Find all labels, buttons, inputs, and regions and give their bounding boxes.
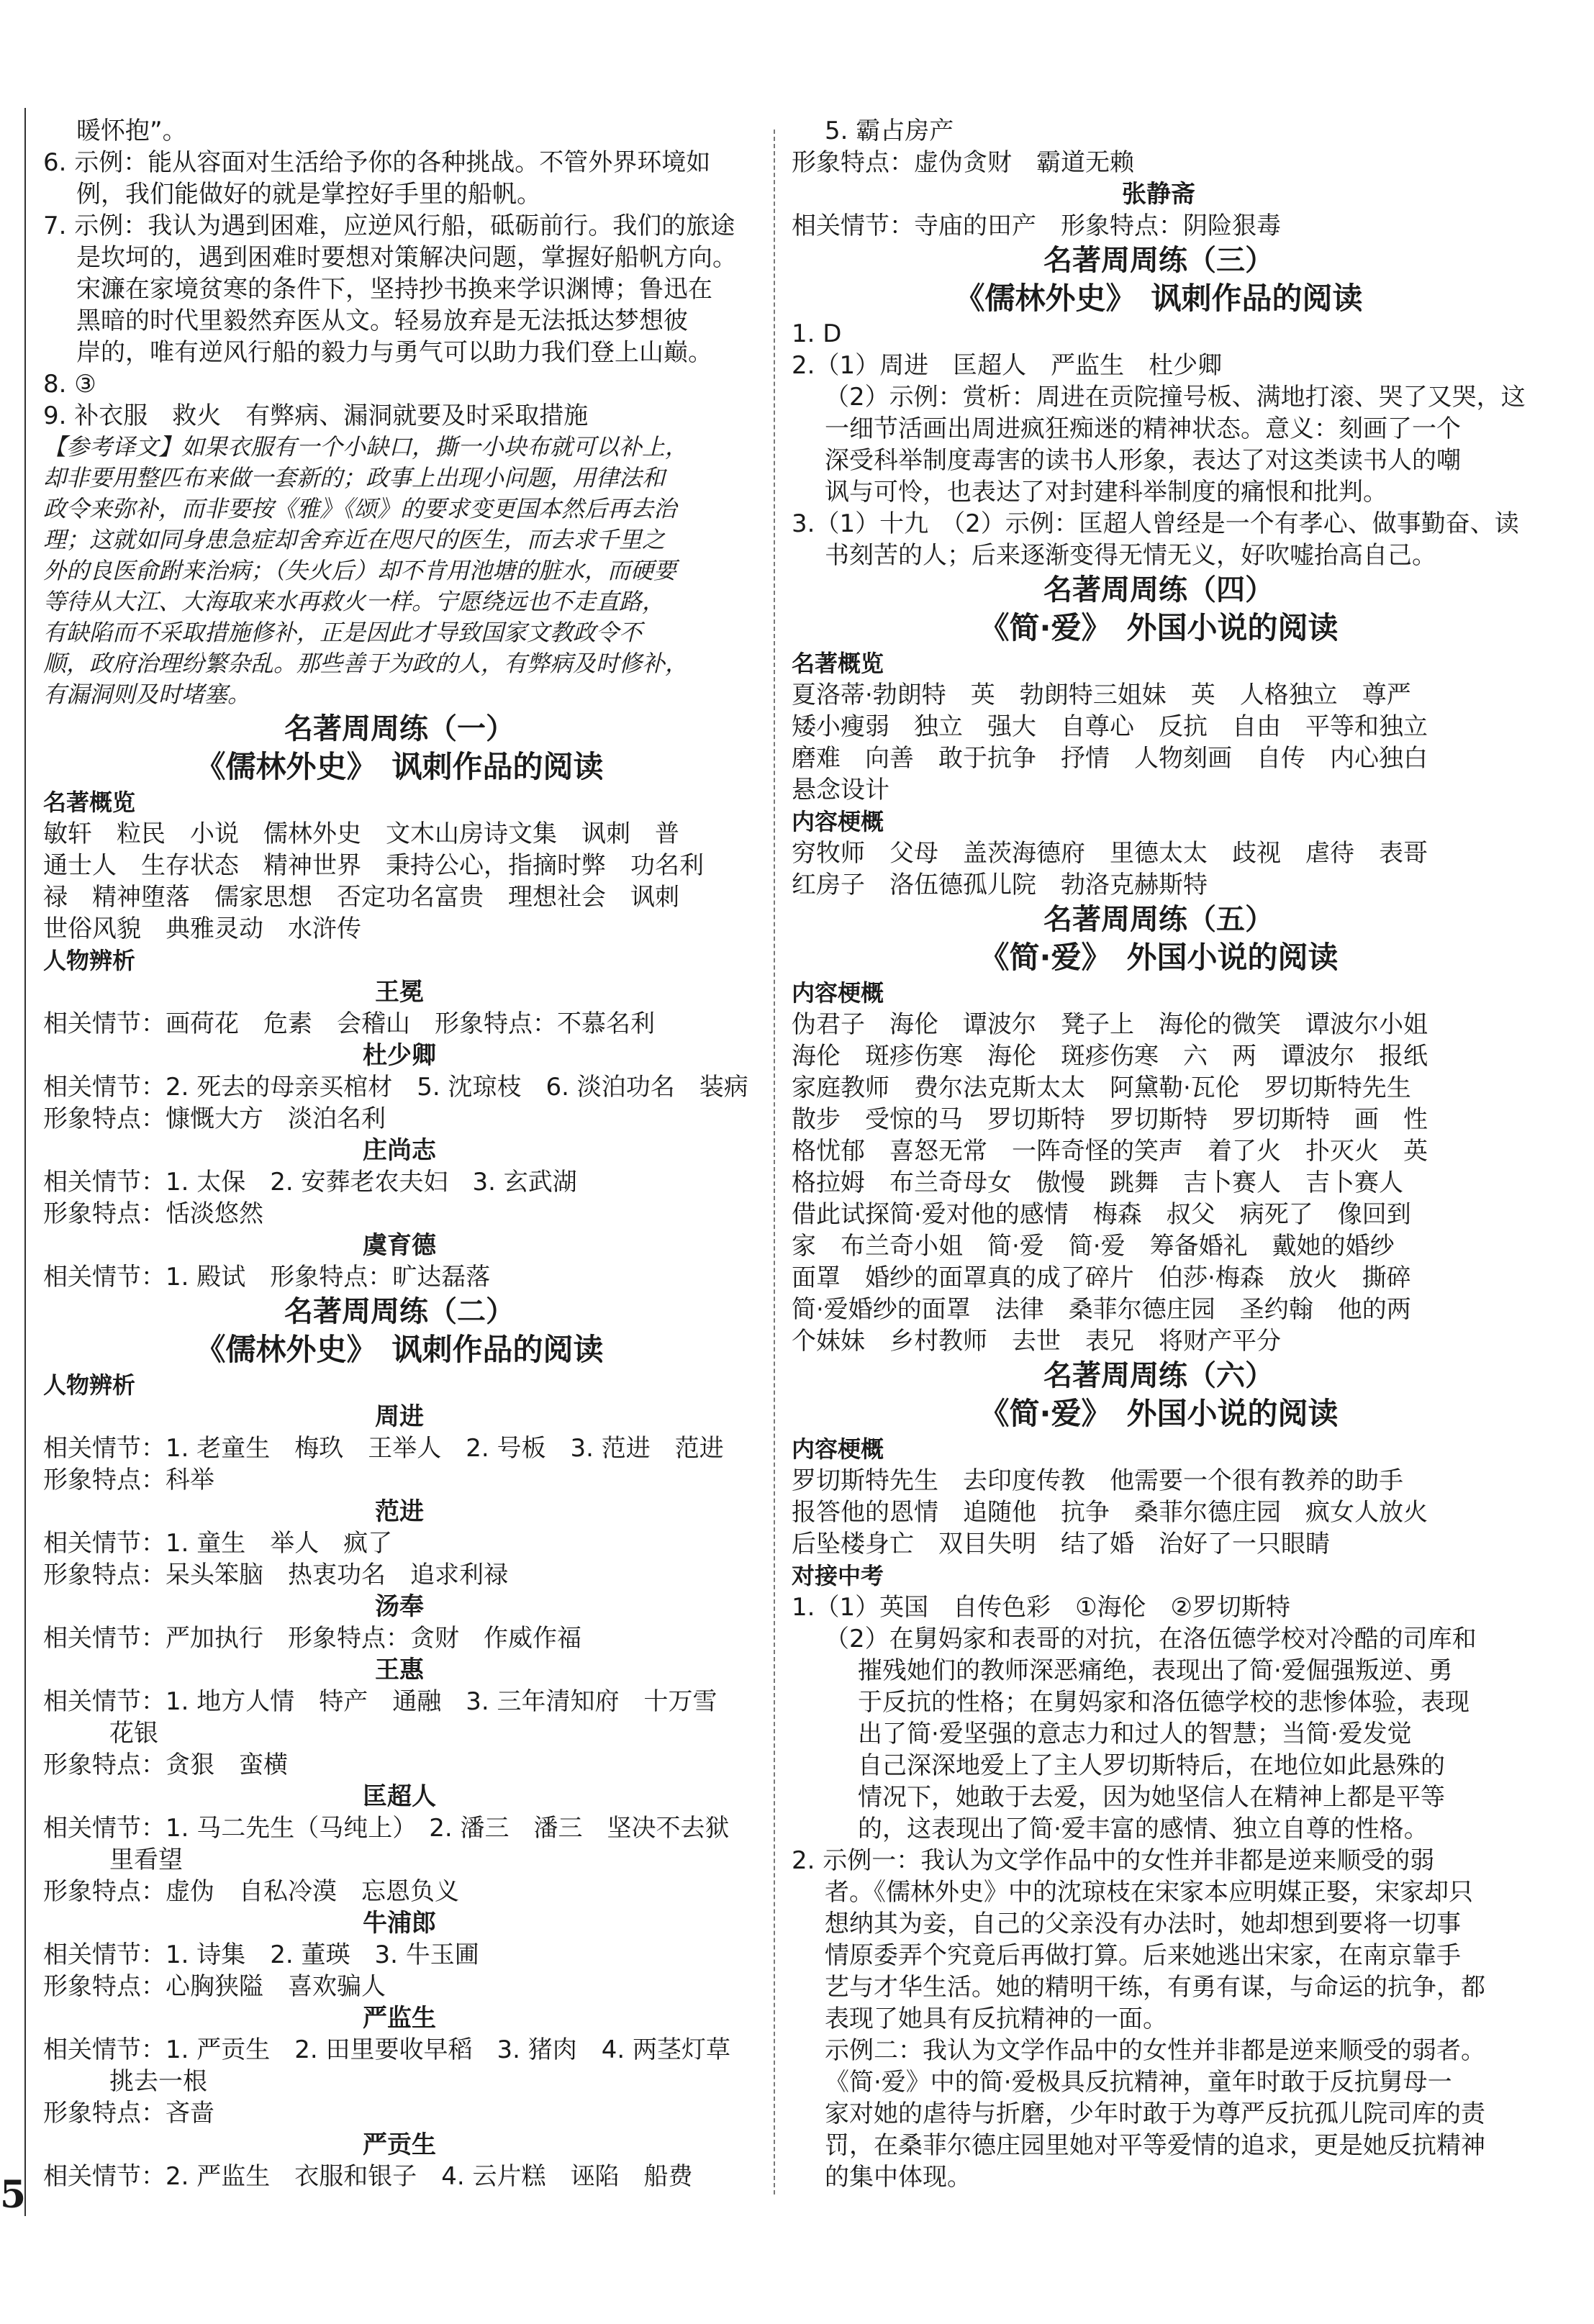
section-subtitle: 《简·爱》 外国小说的阅读: [979, 940, 1339, 975]
character-name: 汤奉: [375, 1592, 424, 1621]
text-line: 形象特点：恬淡悠然: [43, 1199, 263, 1228]
text-line: 借此试探简·爱对他的感情 梅森 叔父 病死了 像回到: [792, 1200, 1411, 1229]
text-line: 相关情节：1. 殿试 形象特点：旷达磊落: [43, 1263, 491, 1292]
character-name: 匡超人: [363, 1782, 436, 1811]
character-name: 严贡生: [363, 2130, 436, 2159]
text-line: 面罩 婚纱的面罩真的成了碎片 伯莎·梅森 放火 撕碎: [792, 1263, 1411, 1292]
text-line: 宋濂在家境贫寒的条件下，坚持抄书换来学识渊博；鲁迅在: [76, 275, 712, 304]
text-line: 情原委弄个究竟后再做打算。后来她逃出宋家，在南京靠手: [825, 1941, 1461, 1970]
text-line: 3.（1）十九 （2）示例：匡超人曾经是一个有孝心、做事勤奋、读: [792, 509, 1519, 538]
text-line: 报答他的恩情 追随他 抗争 桑菲尔德庄园 疯女人放火: [792, 1498, 1428, 1527]
translation-line: 有漏洞则及时堵塞。: [43, 681, 251, 708]
left-column: [43, 115, 756, 2192]
text-line: 罗切斯特先生 去印度传教 他需要一个很有教养的助手: [792, 1466, 1403, 1495]
text-line: 形象特点：虚伪 自私冷漠 忘恩负义: [43, 1877, 459, 1906]
section-heading: 人物辨析: [43, 947, 136, 974]
text-line: 5. 霸占房产: [825, 117, 954, 145]
character-name: 庄尚志: [363, 1136, 436, 1165]
text-line: 2.（1）周进 匡超人 严监生 杜少卿: [792, 351, 1223, 380]
text-line: 里看望: [109, 1846, 183, 1874]
text-line: 形象特点：科举: [43, 1466, 214, 1494]
text-line: 个妹妹 乡村教师 去世 表兄 将财产平分: [792, 1327, 1281, 1356]
text-line: 敏轩 粒民 小说 儒林外史 文木山房诗文集 讽刺 普: [43, 820, 679, 848]
text-line: 讽与可怜，也表达了对封建科举制度的痛恨和批判。: [825, 478, 1387, 507]
text-line: 散步 受惊的马 罗切斯特 罗切斯特 罗切斯特 画 性: [792, 1105, 1428, 1134]
text-line: 禄 精神堕落 儒家思想 否定功名富贵 理想社会 讽刺: [43, 883, 679, 912]
section-heading: 名著概览: [43, 789, 136, 816]
character-name: 严监生: [363, 2004, 436, 2033]
section-title: 名著周周练（四）: [1043, 573, 1274, 607]
text-line: 花银: [109, 1719, 158, 1748]
text-line: 相关情节：画荷花 危素 会稽山 形象特点：不慕名利: [43, 1009, 655, 1038]
text-line: 格忧郁 喜怒无常 一阵奇怪的笑声 着了火 扑灭火 英: [792, 1137, 1428, 1166]
translation-line: 顺，政府治理纷繁杂乱。那些善于为政的人，有弊病及时修补，: [43, 650, 689, 677]
translation-line: 理；这就如同身患急症却舍弃近在咫尺的医生，而去求千里之: [43, 526, 666, 553]
text-line: 7. 示例：我认为遇到困难，应逆风行船，砥砺前行。我们的旅途: [43, 212, 735, 240]
text-line: 形象特点：心胸狭隘 喜欢骗人: [43, 1972, 386, 2001]
text-line: 9. 补衣服 救火 有弊病、漏洞就要及时采取措施: [43, 401, 589, 430]
text-line: 深受科举制度毒害的读书人形象，表达了对这类读书人的嘲: [825, 446, 1461, 475]
text-line: 暖怀抱”。: [76, 117, 187, 145]
character-name: 王惠: [375, 1656, 424, 1684]
left-margin-line: [24, 108, 26, 2216]
page-number: 5: [0, 2173, 27, 2217]
text-line: 红房子 洛伍德孤儿院 勃洛克赫斯特: [792, 871, 1208, 899]
section-title: 名著周周练（一）: [284, 712, 515, 745]
section-title: 名著周周练（二）: [284, 1295, 515, 1328]
text-line: 相关情节：1. 童生 举人 疯了: [43, 1529, 393, 1558]
translation-line: 有缺陷而不采取措施修补，正是因此才导致国家文教政令不: [43, 619, 643, 646]
text-line: 的集中体现。: [825, 2163, 972, 2192]
section-heading: 人物辨析: [43, 1371, 136, 1399]
text-line: 形象特点：慷慨大方 淡泊名利: [43, 1104, 386, 1133]
text-line: 伪君子 海伦 谭波尔 凳子上 海伦的微笑 谭波尔小姐: [792, 1010, 1428, 1039]
text-line: （2）在舅妈家和表哥的对抗，在洛伍德学校对冷酷的司库和: [825, 1625, 1477, 1653]
text-line: 相关情节：1. 老童生 梅玖 王举人 2. 号板 3. 范进 范进: [43, 1434, 724, 1463]
section-subtitle: 《简·爱》 外国小说的阅读: [979, 610, 1339, 645]
translation-line: 【参考译文】如果衣服有一个小缺口，撕一小块布就可以补上，: [43, 433, 689, 460]
character-name: 杜少卿: [363, 1041, 436, 1070]
character-name: 周进: [375, 1402, 424, 1431]
text-line: 于反抗的性格；在舅妈家和洛伍德学校的悲惨体验，表现: [858, 1688, 1470, 1717]
text-line: 形象特点：虚伪贪财 霸道无赖: [792, 148, 1134, 177]
section-title: 名著周周练（五）: [1043, 903, 1274, 936]
text-line: 2. 示例一：我认为文学作品中的女性并非都是逆来顺受的弱: [792, 1846, 1435, 1875]
text-line: 相关情节：1. 严贡生 2. 田里要收早稻 3. 猪肉 4. 两茎灯草: [43, 2035, 730, 2064]
text-line: 相关情节：寺庙的田产 形象特点：阴险狠毒: [792, 212, 1281, 240]
text-line: 家对她的虐待与折磨，少年时敢于为尊严反抗孤儿院司库的责: [825, 2100, 1485, 2128]
text-line: 海伦 斑疹伤寒 海伦 斑疹伤寒 六 两 谭波尔 报纸: [792, 1042, 1428, 1071]
text-line: 一细节活画出周进疯狂痴迷的精神状态。意义：刻画了一个: [825, 414, 1461, 443]
character-name: 虞育德: [363, 1231, 436, 1260]
text-line: 形象特点：吝啬: [43, 2099, 214, 2128]
text-line: 挑去一根: [109, 2067, 207, 2096]
character-name: 王冕: [375, 978, 424, 1007]
text-line: 穷牧师 父母 盖茨海德府 里德太太 歧视 虐待 表哥: [792, 839, 1428, 868]
translation-line: 却非要用整匹布来做一套新的；政事上出现小问题，用律法和: [43, 464, 666, 491]
text-line: 情况下，她敢于去爱，因为她坚信人在精神上都是平等: [858, 1783, 1445, 1812]
text-line: 相关情节：1. 诗集 2. 董瑛 3. 牛玉圃: [43, 1941, 479, 1969]
text-line: 者。《儒林外史》中的沈琼枝在宋家本应明媒正娶，宋家却只: [825, 1878, 1473, 1907]
text-line: 示例二：我认为文学作品中的女性并非都是逆来顺受的弱者。: [825, 2036, 1485, 2065]
text-line: 《简·爱》中的简·爱极具反抗精神，童年时敢于反抗舅母一: [825, 2068, 1452, 2097]
text-line: 格拉姆 布兰奇母女 傲慢 跳舞 吉卜赛人 吉卜赛人: [792, 1168, 1403, 1197]
text-line: 相关情节：2. 死去的母亲买棺材 5. 沈琼枝 6. 淡泊功名 装病: [43, 1073, 748, 1102]
character-name: 范进: [375, 1497, 424, 1526]
text-line: 摧残她们的教师深恶痛绝，表现出了简·爱倔强叛逆、勇: [858, 1656, 1453, 1685]
right-column: [792, 115, 1526, 2193]
section-title: 名著周周练（六）: [1043, 1359, 1274, 1392]
text-line: 例，我们能做好的就是掌控好手里的船帆。: [76, 180, 541, 209]
section-title: 名著周周练（三）: [1043, 244, 1274, 277]
text-line: 艺与才华生活。她的精明干练，有勇有谋，与命运的抗争，都: [825, 1973, 1485, 2002]
text-line: 后坠楼身亡 双目失明 结了婚 治好了一只眼睛: [792, 1530, 1330, 1558]
text-line: 简·爱婚纱的面罩 法律 桑菲尔德庄园 圣约翰 他的两: [792, 1295, 1411, 1324]
section-heading: 对接中考: [792, 1562, 884, 1589]
text-line: 家 布兰奇小姐 简·爱 简·爱 筹备婚礼 戴她的婚纱: [792, 1232, 1395, 1261]
text-line: 相关情节：1. 太保 2. 安葬老农夫妇 3. 玄武湖: [43, 1168, 577, 1197]
text-line: 自己深深地爱上了主人罗切斯特后，在地位如此悬殊的: [858, 1751, 1445, 1780]
text-line: 形象特点：呆头笨脑 热衷功名 追求利禄: [43, 1561, 508, 1589]
text-line: 相关情节：1. 马二先生（马纯上） 2. 潘三 潘三 坚决不去狱: [43, 1814, 730, 1843]
character-name: 张静斋: [1122, 180, 1195, 209]
text-line: 的，这表现出了简·爱丰富的感情、独立自尊的性格。: [858, 1815, 1428, 1843]
text-line: 夏洛蒂·勃朗特 英 勃朗特三姐妹 英 人格独立 尊严: [792, 681, 1411, 709]
text-line: 书刻苦的人；后来逐渐变得无情无义，好吹嘘抬高自己。: [825, 541, 1436, 570]
section-heading: 内容梗概: [792, 808, 884, 835]
text-line: 矮小瘦弱 独立 强大 自尊心 反抗 自由 平等和独立: [792, 712, 1428, 741]
section-subtitle: 《简·爱》 外国小说的阅读: [979, 1396, 1339, 1431]
section-heading: 内容梗概: [792, 1435, 884, 1463]
text-line: 表现了她具有反抗精神的一面。: [825, 2005, 1167, 2033]
text-line: 是坎坷的，遇到困难时要想对策解决问题，掌握好船帆方向。: [76, 243, 737, 272]
text-line: 出了简·爱坚强的意志力和过人的智慧；当简·爱发觉: [858, 1720, 1412, 1748]
text-line: 相关情节：严加执行 形象特点：贪财 作威作福: [43, 1624, 581, 1653]
text-line: 家庭教师 费尔法克斯太太 阿黛勒·瓦伦 罗切斯特先生: [792, 1074, 1411, 1102]
text-line: 6. 示例：能从容面对生活给予你的各种挑战。不管外界环境如: [43, 148, 711, 177]
section-subtitle: 《儒林外史》 讽刺作品的阅读: [195, 1332, 604, 1367]
text-line: 1.（1）英国 自传色彩 ①海伦 ②罗切斯特: [792, 1593, 1291, 1622]
section-subtitle: 《儒林外史》 讽刺作品的阅读: [954, 281, 1363, 316]
text-line: 悬念设计: [792, 776, 889, 804]
text-line: 黑暗的时代里毅然弃医从文。轻易放弃是无法抵达梦想彼: [76, 307, 688, 335]
section-heading: 内容梗概: [792, 979, 884, 1007]
translation-line: 等待从大江、大海取来水再救火一样。宁愿绕远也不走直路，: [43, 588, 666, 615]
character-name: 牛浦郎: [363, 1909, 436, 1938]
text-line: 相关情节：2. 严监生 衣服和银子 4. 云片糕 诬陷 船费: [43, 2162, 693, 2191]
text-line: 通士人 生存状态 精神世界 秉持公心，指摘时弊 功名利: [43, 851, 704, 880]
text-line: 世俗风貌 典雅灵动 水浒传: [43, 914, 361, 943]
section-heading: 名著概览: [792, 650, 884, 677]
text-line: 形象特点：贪狠 蛮横: [43, 1751, 288, 1779]
translation-line: 政令来弥补，而非要按《雅》《颂》的要求变更国本然后再去治: [43, 495, 677, 522]
text-line: （2）示例：赏析：周进在贡院撞号板、满地打滚、哭了又哭，这: [825, 383, 1526, 412]
text-line: 1. D: [792, 319, 842, 348]
column-divider: [774, 130, 776, 2194]
text-line: 岸的，唯有逆风行船的毅力与勇气可以助力我们登上山巅。: [76, 338, 712, 367]
section-subtitle: 《儒林外史》 讽刺作品的阅读: [195, 749, 604, 784]
translation-line: 外的良医俞跗来治病；（失火后）却不肯用池塘的脏水，而硬要: [43, 557, 677, 584]
text-line: 磨难 向善 敢于抗争 抒情 人物刻画 自传 内心独白: [792, 744, 1428, 773]
text-line: 想纳其为妾，自己的父亲没有办法时，她却想到要将一切事: [825, 1910, 1461, 1938]
text-line: 相关情节：1. 地方人情 特产 通融 3. 三年清知府 十万雪: [43, 1687, 717, 1716]
text-line: 8. ③: [43, 370, 96, 399]
text-line: 罚，在桑菲尔德庄园里她对平等爱情的追求，更是她反抗精神: [825, 2131, 1485, 2160]
